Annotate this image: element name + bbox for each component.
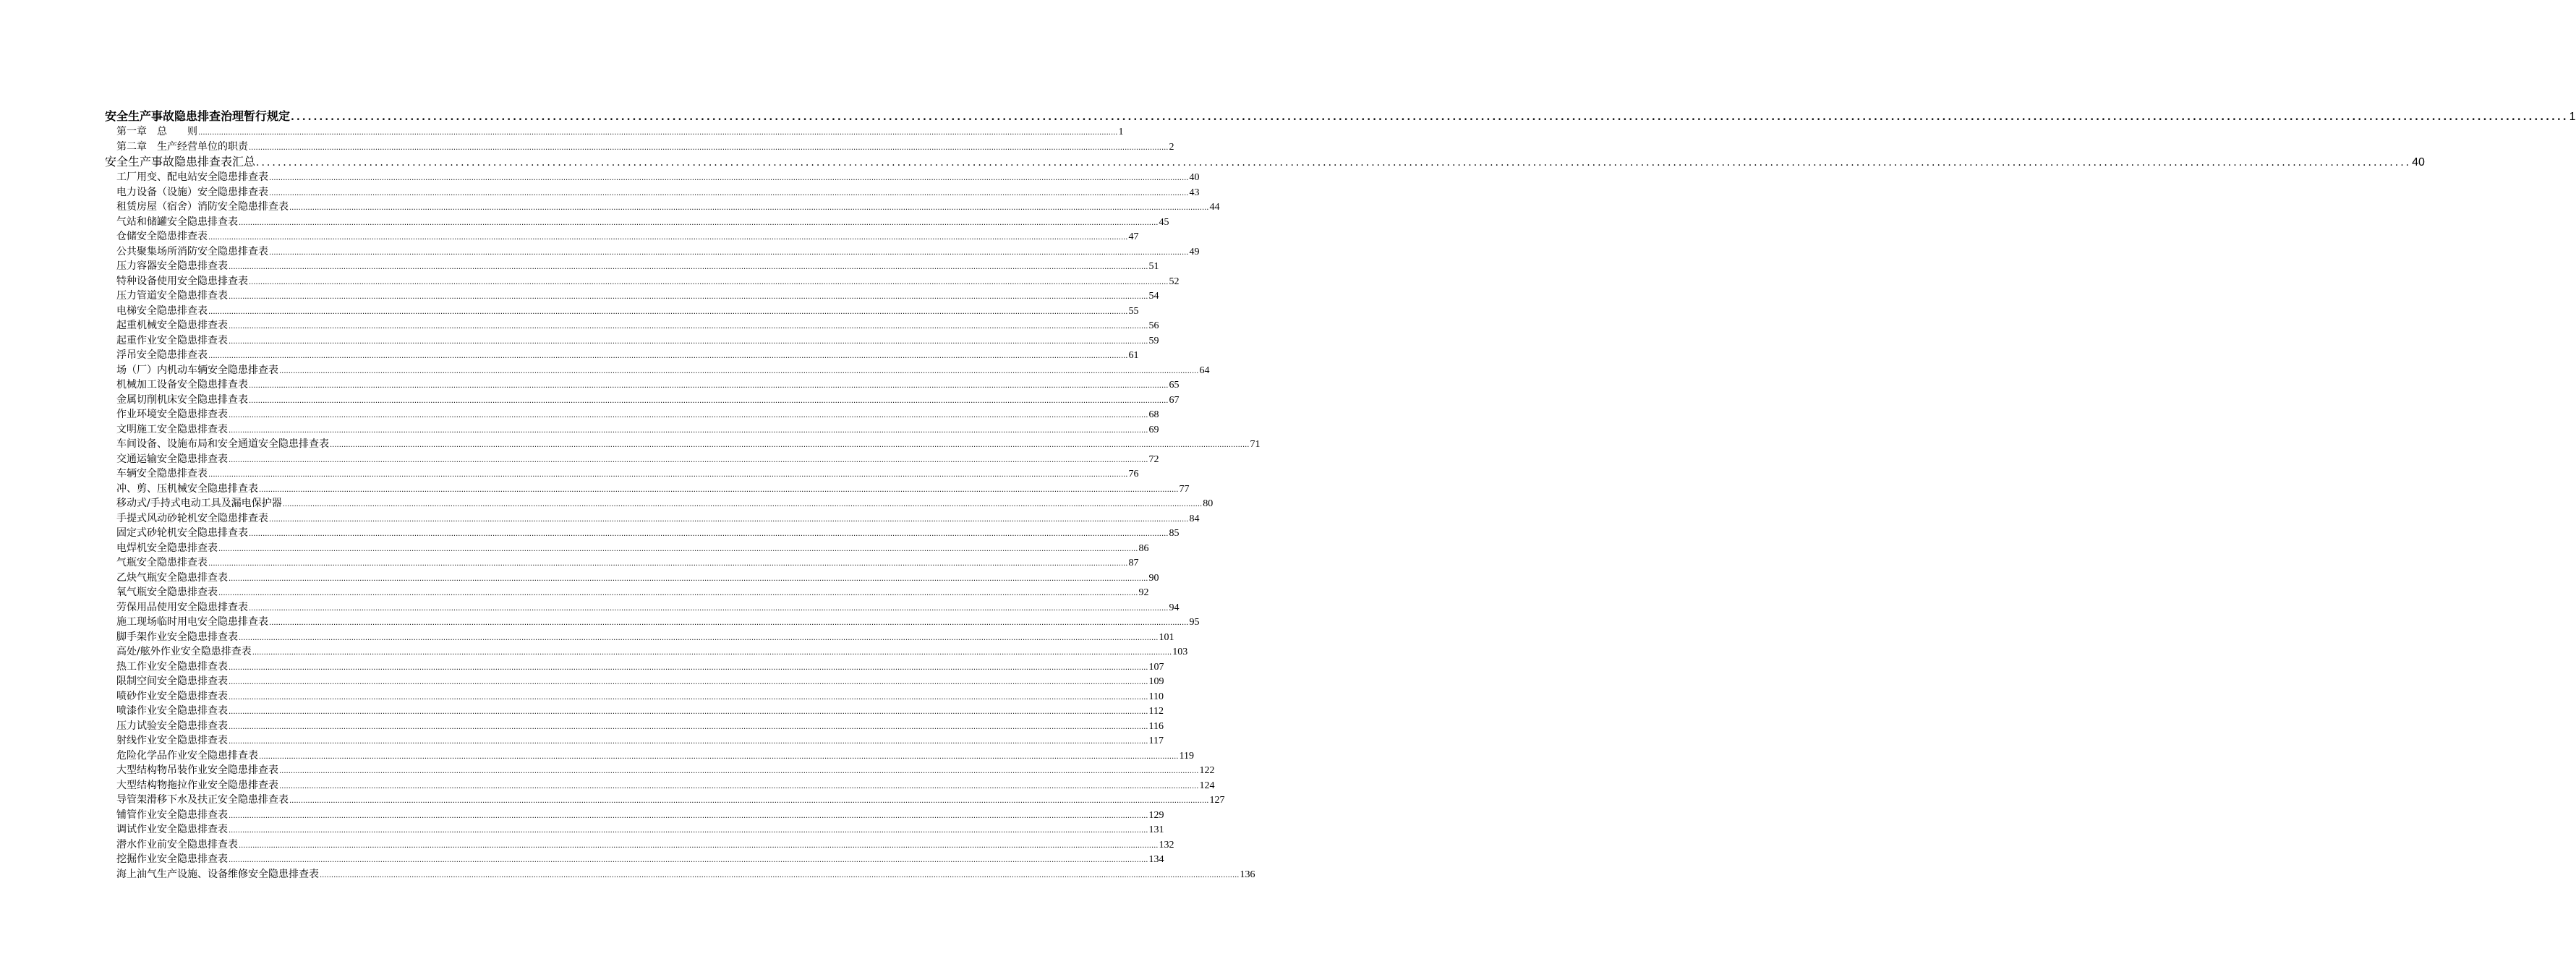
toc-page-number: 101 [1159, 631, 1174, 643]
toc-page-number: 51 [1148, 261, 1159, 272]
toc-entry[interactable] [105, 808, 1164, 823]
toc-page-number: 136 [1240, 869, 1255, 880]
toc-entry[interactable] [105, 555, 1139, 571]
toc-leader-dots: ................................................................................................................................................................................................................................................................................................................................................................................................................ [291, 111, 2569, 123]
toc-page-number: 45 [1159, 216, 1169, 228]
toc-entry-title: 危险化学品作业安全隐患排查表 [116, 749, 258, 762]
toc-page-number: 1 [1118, 127, 1124, 137]
toc-leader-dots: ................................................................................................................................................................................................................................................................................................................................................................................................................ [289, 797, 1209, 805]
toc-page-number: 2 [1169, 141, 1174, 153]
toc-entry[interactable] [105, 140, 1174, 155]
toc-entry-title: 手提式风动砂轮机安全隐患排查表 [116, 512, 268, 524]
toc-page-number: 49 [1189, 246, 1200, 257]
toc-entry-title: 移动式/手持式电动工具及漏电保护器 [116, 498, 282, 509]
toc-heading-entry[interactable] [105, 108, 2576, 124]
toc-leader-dots: ................................................................................................................................................................................................................................................................................................................................................................................................................ [320, 871, 1240, 879]
table-of-contents [105, 108, 2576, 882]
toc-page-number: 47 [1128, 231, 1139, 242]
toc-page-number: 86 [1138, 542, 1149, 554]
toc-entry-title: 挖掘作业安全隐患排查表 [116, 853, 228, 865]
toc-leader-dots: ................................................................................................................................................................................................................................................................................................................................................................................................................ [239, 841, 1159, 850]
toc-entry[interactable] [105, 585, 1149, 600]
toc-entry-title: 潜水作业前安全隐患排查表 [116, 838, 238, 850]
toc-entry[interactable] [105, 630, 1174, 645]
toc-leader-dots: ................................................................................................................................................................................................................................................................................................................................................................................................................ [208, 471, 1128, 479]
toc-entry[interactable] [105, 422, 1159, 438]
toc-page-number: 68 [1148, 409, 1159, 420]
toc-entry-title: 铺管作业安全隐患排查表 [116, 809, 228, 821]
toc-leader-dots: ................................................................................................................................................................................................................................................................................................................................................................................................................ [249, 604, 1169, 613]
toc-entry-title: 施工现场临时用电安全隐患排查表 [116, 616, 268, 628]
toc-entry-title: 特种设备使用安全隐患排查表 [116, 275, 248, 287]
toc-leader-dots: ................................................................................................................................................................................................................................................................................................................................................................................................................ [279, 367, 1199, 375]
toc-entry-title: 车间设备、设施布局和安全通道安全隐患排查表 [116, 438, 329, 450]
toc-leader-dots: ................................................................................................................................................................................................................................................................................................................................................................................................................ [229, 722, 1148, 731]
toc-entry[interactable] [105, 719, 1164, 734]
toc-leader-dots: ................................................................................................................................................................................................................................................................................................................................................................................................................ [269, 174, 1189, 182]
toc-leader-dots: ................................................................................................................................................................................................................................................................................................................................................................................................................ [229, 412, 1148, 419]
toc-page-number: 54 [1148, 291, 1159, 302]
toc-entry-title: 压力管道安全隐患排查表 [116, 290, 228, 302]
toc-entry[interactable] [105, 689, 1164, 704]
toc-leader-dots: ................................................................................................................................................................................................................................................................................................................................................................................................................ [208, 307, 1128, 316]
toc-entry-title: 交通运输安全隐患排查表 [116, 453, 228, 465]
toc-leader-dots: ................................................................................................................................................................................................................................................................................................................................................................................................................ [269, 189, 1189, 197]
toc-entry-title: 乙炔气瓶安全隐患排查表 [116, 571, 228, 584]
toc-entry-title: 作业环境安全隐患排查表 [116, 409, 228, 420]
toc-page-number: 40 [1189, 172, 1200, 183]
toc-entry[interactable] [105, 318, 1159, 333]
toc-entry[interactable] [105, 274, 1180, 289]
toc-entry[interactable] [105, 778, 1215, 793]
toc-leader-dots: ................................................................................................................................................................................................................................................................................................................................................................................................................ [269, 248, 1189, 257]
toc-entry-title: 公共聚集场所消防安全隐患排查表 [116, 245, 268, 257]
toc-entry[interactable] [105, 170, 1200, 185]
toc-entry-title: 脚手架作业安全隐患排查表 [116, 631, 238, 643]
toc-entry[interactable] [105, 185, 1200, 200]
toc-leader-dots: ................................................................................................................................................................................................................................................................................................................................................................................................................ [249, 143, 1169, 152]
toc-entry-title: 仓储安全隐患排查表 [116, 231, 208, 242]
toc-entry-title: 租赁房屋（宿舍）消防安全隐患排查表 [116, 201, 289, 213]
toc-heading-entry[interactable] [105, 154, 2425, 170]
toc-entry[interactable] [105, 407, 1159, 422]
toc-entry-title: 电力设备（设施）安全隐患排查表 [116, 186, 268, 198]
toc-entry-title: 气瓶安全隐患排查表 [116, 557, 208, 568]
toc-page-number: 131 [1148, 824, 1164, 835]
toc-entry[interactable] [105, 867, 1255, 882]
toc-leader-dots: ................................................................................................................................................................................................................................................................................................................................................................................................................ [229, 856, 1148, 864]
toc-entry[interactable] [105, 644, 1188, 660]
toc-page-number: 92 [1138, 587, 1149, 598]
toc-page-number: 119 [1179, 750, 1194, 762]
toc-entry-title: 电焊机安全隐患排查表 [116, 542, 218, 554]
toc-page-number: 40 [2412, 156, 2425, 169]
toc-page-number: 61 [1128, 350, 1139, 361]
toc-page-number: 72 [1148, 453, 1159, 465]
toc-entry[interactable] [105, 793, 1225, 808]
toc-entry[interactable] [105, 215, 1169, 230]
toc-page-number: 1 [2569, 111, 2576, 123]
toc-entry[interactable] [105, 289, 1159, 304]
toc-entry-title: 氧气瓶安全隐患排查表 [116, 587, 218, 598]
toc-entry[interactable] [105, 259, 1159, 274]
toc-entry-title: 劳保用品使用安全隐患排查表 [116, 601, 248, 613]
toc-leader-dots: ................................................................................................................................................................................................................................................................................................................................................................................................................ [229, 574, 1148, 583]
toc-entry[interactable] [105, 393, 1180, 408]
toc-entry[interactable] [105, 244, 1200, 260]
toc-leader-dots: ................................................................................................................................................................................................................................................................................................................................................................................................................ [229, 323, 1148, 331]
toc-leader-dots: ................................................................................................................................................................................................................................................................................................................................................................................................................ [229, 337, 1148, 346]
toc-entry-title: 起重机械安全隐患排查表 [116, 320, 228, 331]
toc-entry-title: 海上油气生产设施、设备维修安全隐患排查表 [116, 868, 319, 880]
toc-page-number: 134 [1148, 854, 1164, 865]
toc-entry-title: 第二章 生产经营单位的职责 [116, 140, 248, 153]
toc-entry[interactable] [105, 124, 1124, 140]
toc-page-number: 117 [1148, 736, 1164, 746]
toc-leader-dots: ................................................................................................................................................................................................................................................................................................................................................................................................................ [259, 752, 1179, 761]
toc-page-number: 110 [1148, 691, 1164, 702]
toc-leader-dots: ................................................................................................................................................................................................................................................................................................................................................................................................................ [218, 589, 1138, 597]
toc-entry[interactable] [105, 363, 1210, 378]
toc-leader-dots: ................................................................................................................................................................................................................................................................................................................................................................................................................ [208, 234, 1128, 242]
toc-page-number: 65 [1169, 380, 1180, 391]
toc-page-number: 94 [1169, 602, 1180, 613]
toc-entry-title: 热工作业安全隐患排查表 [116, 660, 228, 673]
toc-leader-dots: ................................................................................................................................................................................................................................................................................................................................................................................................................ [259, 485, 1179, 494]
toc-leader-dots: ................................................................................................................................................................................................................................................................................................................................................................................................................ [229, 693, 1148, 702]
toc-leader-dots: ................................................................................................................................................................................................................................................................................................................................................................................................................ [249, 278, 1169, 286]
toc-page-number: 76 [1128, 469, 1139, 479]
toc-entry[interactable] [105, 304, 1139, 319]
toc-entry[interactable] [105, 674, 1164, 689]
toc-entry[interactable] [105, 526, 1180, 541]
toc-entry-title: 喷砂作业安全隐患排查表 [116, 690, 228, 702]
toc-entry-title: 车辆安全隐患排查表 [116, 468, 208, 479]
toc-entry[interactable] [105, 541, 1149, 556]
toc-page-number: 95 [1189, 617, 1200, 628]
toc-entry-title: 压力容器安全隐患排查表 [116, 260, 228, 272]
toc-entry[interactable] [105, 482, 1190, 497]
toc-entry-title: 机械加工设备安全隐患排查表 [116, 379, 248, 391]
toc-page-number: 71 [1250, 439, 1261, 450]
toc-entry[interactable] [105, 660, 1164, 675]
toc-page-number: 43 [1189, 187, 1200, 198]
toc-leader-dots: ................................................................................................................................................................................................................................................................................................................................................................................................................ [229, 811, 1148, 820]
toc-entry[interactable] [105, 600, 1180, 615]
toc-leader-dots: ................................................................................................................................................................................................................................................................................................................................................................................................................ [218, 545, 1138, 553]
toc-entry-title: 喷漆作业安全隐患排查表 [116, 705, 228, 717]
toc-entry[interactable] [105, 437, 1261, 452]
toc-leader-dots: ................................................................................................................................................................................................................................................................................................................................................................................................................ [256, 157, 2412, 169]
toc-page-number: 85 [1169, 528, 1180, 539]
toc-entry-title: 大型结构物拖拉作业安全隐患排查表 [116, 779, 278, 791]
toc-page-number: 90 [1148, 572, 1159, 584]
toc-entry[interactable] [105, 496, 1214, 511]
toc-entry[interactable] [105, 822, 1164, 837]
toc-page-number: 69 [1148, 424, 1159, 435]
toc-entry-title: 大型结构物吊装作业安全隐患排查表 [116, 764, 278, 776]
toc-entry[interactable] [105, 852, 1164, 867]
toc-leader-dots: ................................................................................................................................................................................................................................................................................................................................................................................................................ [229, 456, 1148, 464]
toc-entry[interactable] [105, 466, 1139, 482]
toc-leader-dots: ................................................................................................................................................................................................................................................................................................................................................................................................................ [279, 767, 1199, 775]
toc-page-number: 59 [1148, 335, 1159, 346]
toc-page-number: 103 [1172, 647, 1188, 657]
toc-entry[interactable] [105, 571, 1159, 586]
toc-entry[interactable] [105, 615, 1200, 630]
toc-leader-dots: ................................................................................................................................................................................................................................................................................................................................................................................................................ [208, 352, 1128, 360]
toc-leader-dots: ................................................................................................................................................................................................................................................................................................................................................................................................................ [229, 263, 1148, 271]
toc-leader-dots: ................................................................................................................................................................................................................................................................................................................................................................................................................ [198, 129, 1118, 137]
toc-entry-title: 工厂用变、配电站安全隐患排查表 [116, 171, 268, 183]
toc-page-number: 112 [1148, 706, 1164, 717]
toc-leader-dots: ................................................................................................................................................................................................................................................................................................................................................................................................................ [229, 708, 1148, 716]
toc-entry[interactable] [105, 333, 1159, 349]
toc-leader-dots: ................................................................................................................................................................................................................................................................................................................................................................................................................ [249, 530, 1169, 538]
toc-page-number: 52 [1169, 276, 1180, 287]
toc-entry[interactable] [105, 837, 1174, 853]
toc-page-number: 109 [1148, 676, 1164, 687]
toc-page-number: 44 [1209, 202, 1220, 213]
toc-page-number: 77 [1179, 483, 1190, 495]
toc-page-number: 107 [1148, 661, 1164, 673]
toc-leader-dots: ................................................................................................................................................................................................................................................................................................................................................................................................................ [229, 426, 1148, 435]
toc-leader-dots: ................................................................................................................................................................................................................................................................................................................................................................................................................ [269, 619, 1189, 627]
toc-page-number: 84 [1189, 513, 1200, 524]
toc-page-number: 80 [1203, 498, 1214, 509]
toc-entry-title: 高处/舷外作业安全隐患排查表 [116, 646, 252, 657]
toc-entry-title: 固定式砂轮机安全隐患排查表 [116, 527, 248, 539]
toc-page-number: 64 [1199, 364, 1210, 376]
toc-leader-dots: ................................................................................................................................................................................................................................................................................................................................................................................................................ [239, 634, 1159, 642]
toc-leader-dots: ................................................................................................................................................................................................................................................................................................................................................................................................................ [269, 515, 1189, 524]
toc-entry-title: 电梯安全隐患排查表 [116, 304, 208, 317]
toc-entry-title: 安全生产事故隐患排查表汇总 [105, 155, 256, 169]
toc-leader-dots: ................................................................................................................................................................................................................................................................................................................................................................................................................ [229, 678, 1148, 686]
toc-entry[interactable] [105, 763, 1215, 778]
toc-entry-title: 冲、剪、压机械安全隐患排查表 [116, 482, 258, 495]
toc-entry-title: 压力试验安全隐患排查表 [116, 720, 228, 732]
toc-entry-title: 金属切削机床安全隐患排查表 [116, 393, 248, 406]
toc-leader-dots: ................................................................................................................................................................................................................................................................................................................................................................................................................ [252, 649, 1172, 657]
toc-entry-title: 射线作业安全隐患排查表 [116, 735, 228, 746]
toc-leader-dots: ................................................................................................................................................................................................................................................................................................................................................................................................................ [229, 738, 1148, 746]
toc-entry[interactable] [105, 749, 1194, 764]
toc-leader-dots: ................................................................................................................................................................................................................................................................................................................................................................................................................ [229, 293, 1148, 301]
toc-leader-dots: ................................................................................................................................................................................................................................................................................................................................................................................................................ [282, 500, 1203, 508]
toc-leader-dots: ................................................................................................................................................................................................................................................................................................................................................................................................................ [229, 827, 1148, 835]
toc-entry-title: 安全生产事故隐患排查治理暂行规定 [105, 109, 291, 123]
toc-page-number: 122 [1199, 765, 1215, 776]
toc-entry[interactable] [105, 511, 1200, 526]
toc-entry-title: 文明施工安全隐患排查表 [116, 423, 228, 435]
toc-entry-title: 导管架滑移下水及扶正安全隐患排查表 [116, 794, 289, 806]
toc-leader-dots: ................................................................................................................................................................................................................................................................................................................................................................................................................ [249, 382, 1169, 390]
toc-leader-dots: ................................................................................................................................................................................................................................................................................................................................................................................................................ [249, 396, 1169, 405]
toc-entry[interactable] [105, 229, 1139, 244]
toc-leader-dots: ................................................................................................................................................................................................................................................................................................................................................................................................................ [229, 663, 1148, 672]
toc-page-number: 87 [1128, 558, 1139, 568]
toc-leader-dots: ................................................................................................................................................................................................................................................................................................................................................................................................................ [208, 560, 1128, 568]
toc-leader-dots: ................................................................................................................................................................................................................................................................................................................................................................................................................ [330, 441, 1250, 449]
toc-entry[interactable] [105, 348, 1139, 363]
toc-entry[interactable] [105, 733, 1164, 749]
toc-entry-title: 调试作业安全隐患排查表 [116, 824, 228, 835]
toc-entry-title: 起重作业安全隐患排查表 [116, 334, 228, 346]
toc-entry[interactable] [105, 378, 1180, 393]
toc-entry[interactable] [105, 704, 1164, 719]
toc-entry[interactable] [105, 200, 1220, 215]
toc-page-number: 67 [1169, 394, 1180, 406]
toc-page-number: 55 [1128, 305, 1139, 317]
toc-entry-title: 第一章 总 则 [116, 126, 197, 137]
toc-entry-title: 气站和储罐安全隐患排查表 [116, 216, 238, 228]
toc-page-number: 127 [1209, 795, 1225, 806]
toc-entry-title: 限制空间安全隐患排查表 [116, 675, 228, 687]
toc-page-number: 132 [1159, 839, 1174, 850]
toc-page-number: 129 [1148, 809, 1164, 821]
toc-leader-dots: ................................................................................................................................................................................................................................................................................................................................................................................................................ [289, 204, 1209, 212]
toc-leader-dots: ................................................................................................................................................................................................................................................................................................................................................................................................................ [239, 218, 1159, 227]
toc-page-number: 116 [1148, 720, 1164, 732]
toc-page-number: 56 [1148, 320, 1159, 331]
toc-leader-dots: ................................................................................................................................................................................................................................................................................................................................................................................................................ [279, 782, 1199, 790]
toc-entry-title: 场（厂）内机动车辆安全隐患排查表 [116, 364, 278, 376]
toc-entry-title: 浮吊安全隐患排查表 [116, 349, 208, 361]
toc-page-number: 124 [1199, 780, 1215, 791]
toc-entry[interactable] [105, 452, 1159, 467]
